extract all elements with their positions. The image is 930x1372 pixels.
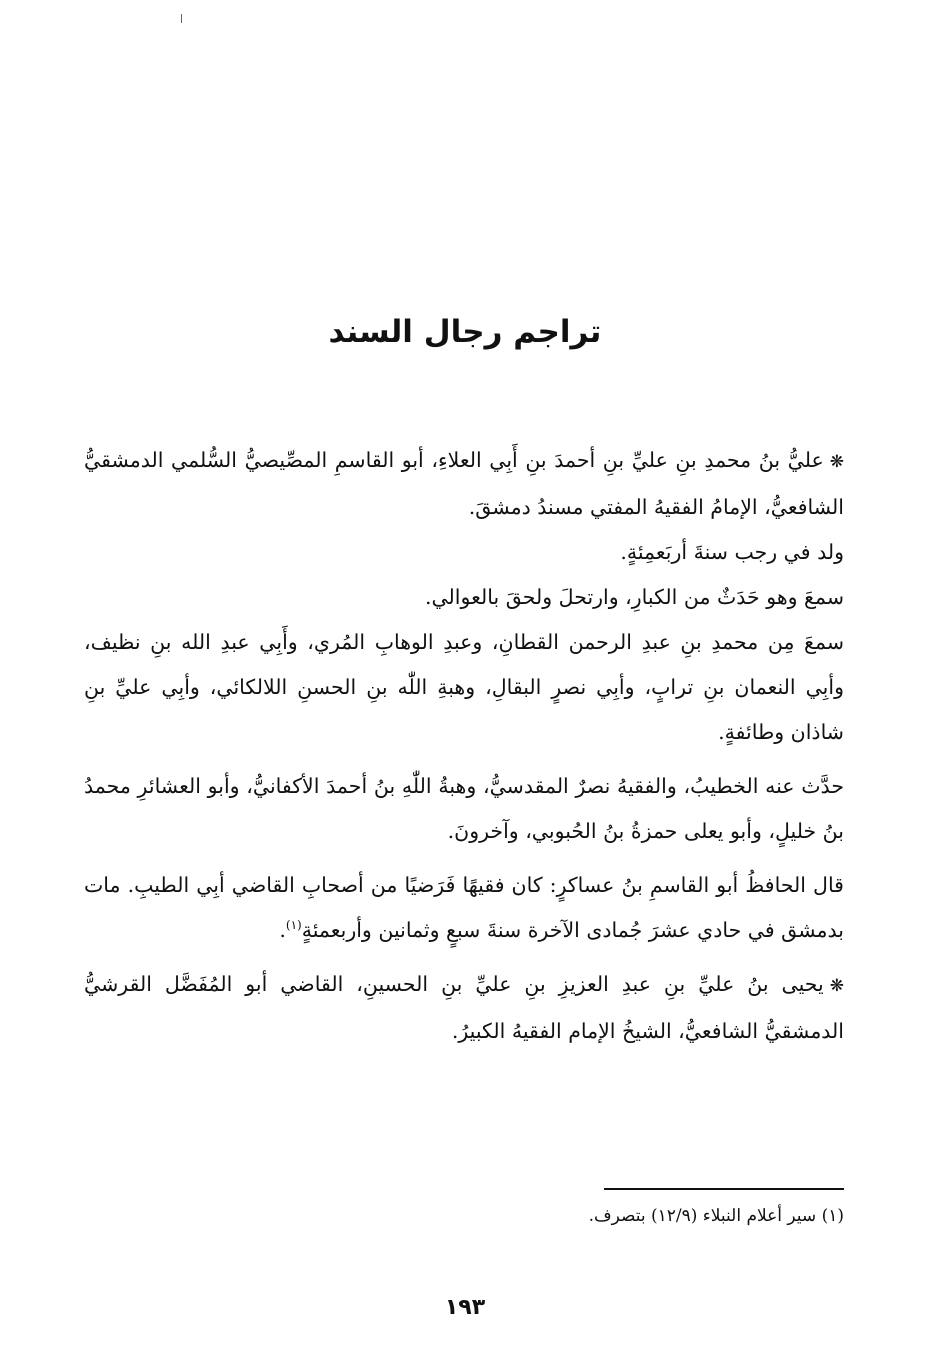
students-paragraph: حدَّث عنه الخطيبُ، والفقيهُ نصرٌ المقدسيُّ، وهبةُ اللّٰهِ بنُ أحمدَ الأكفانيُّ، وأبو العشائرِ محمدُ بنُ خليلٍ، وأبو يعلى حمزةُ بنُ الحُبوبي، وآخرونَ.	[84, 774, 844, 843]
entry-paragraph	[84, 962, 844, 1054]
birth-paragraph: ولد في رجب سنةَ أربَعمِئةٍ.	[620, 540, 844, 564]
main-text	[84, 438, 844, 1063]
entry-heading-text: عليُّ بنُ محمدِ بنِ عليِّ بنِ أحمدَ بنِ أَبِي العلاءِ، أبو القاسمِ المصِّيصيُّ السُّلمي الدمشقيُّ الشافعيُّ، الإمامُ الفقيهُ المفتي مسندُ دمشقَ.	[84, 448, 844, 519]
asterism-icon: ❋	[829, 976, 844, 996]
footnote: (١) سير أعلام النبلاء (١٢/٩) بتصرف.	[588, 1206, 844, 1226]
asterism-icon: ❋	[829, 452, 844, 472]
page-title: تراجم رجال السند	[328, 314, 602, 350]
entry-paragraph	[84, 438, 844, 530]
page-number: ١٩٣	[444, 1295, 486, 1320]
teachers-paragraph: سمعَ مِن محمدِ بنِ عبدِ الرحمن القطانِ، وعبدِ الوهابِ المُري، وأَبِي عبدِ الله بنِ نظيف، وأبِي النعمان بنِ ترابٍ، وأبِي نصرٍ البقالِ، وهبةِ اللّٰه بنِ الحسنِ اللالكائي، وأبِي عليِّ بنِ شاذان وطائفةٍ.	[84, 630, 844, 744]
footnote-divider	[604, 1188, 844, 1190]
travel-paragraph: سمعَ وهو حَدَثٌ من الكبارِ، وارتحلَ ولحقَ بالعوالي.	[424, 585, 844, 609]
death-paragraph-text: قال الحافظُ أبو القاسمِ بنُ عساكرٍ: كان فقيهًا فَرَضيًا من أصحابِ القاضي أبِي الطيبِ. مات بدمشق في حادي عشرَ جُمادى الآخرة سنةَ سبعٍ وثمانين وأربعمئةٍ	[84, 873, 844, 942]
footnote-reference[interactable]: (١)	[285, 918, 302, 933]
death-paragraph	[84, 863, 844, 953]
entry-heading-text: يحيى بنُ عليِّ بنِ عبدِ العزيزِ بنِ عليِّ بنِ الحسينِ، القاضي أبو المُفَضَّل القرشيُّ الدمشقيُّ الشافعيُّ، الشيخُ الإمام الفقيهُ الكبيرُ.	[84, 972, 844, 1043]
death-paragraph-end: .	[279, 918, 286, 942]
crop-mark	[181, 14, 182, 23]
